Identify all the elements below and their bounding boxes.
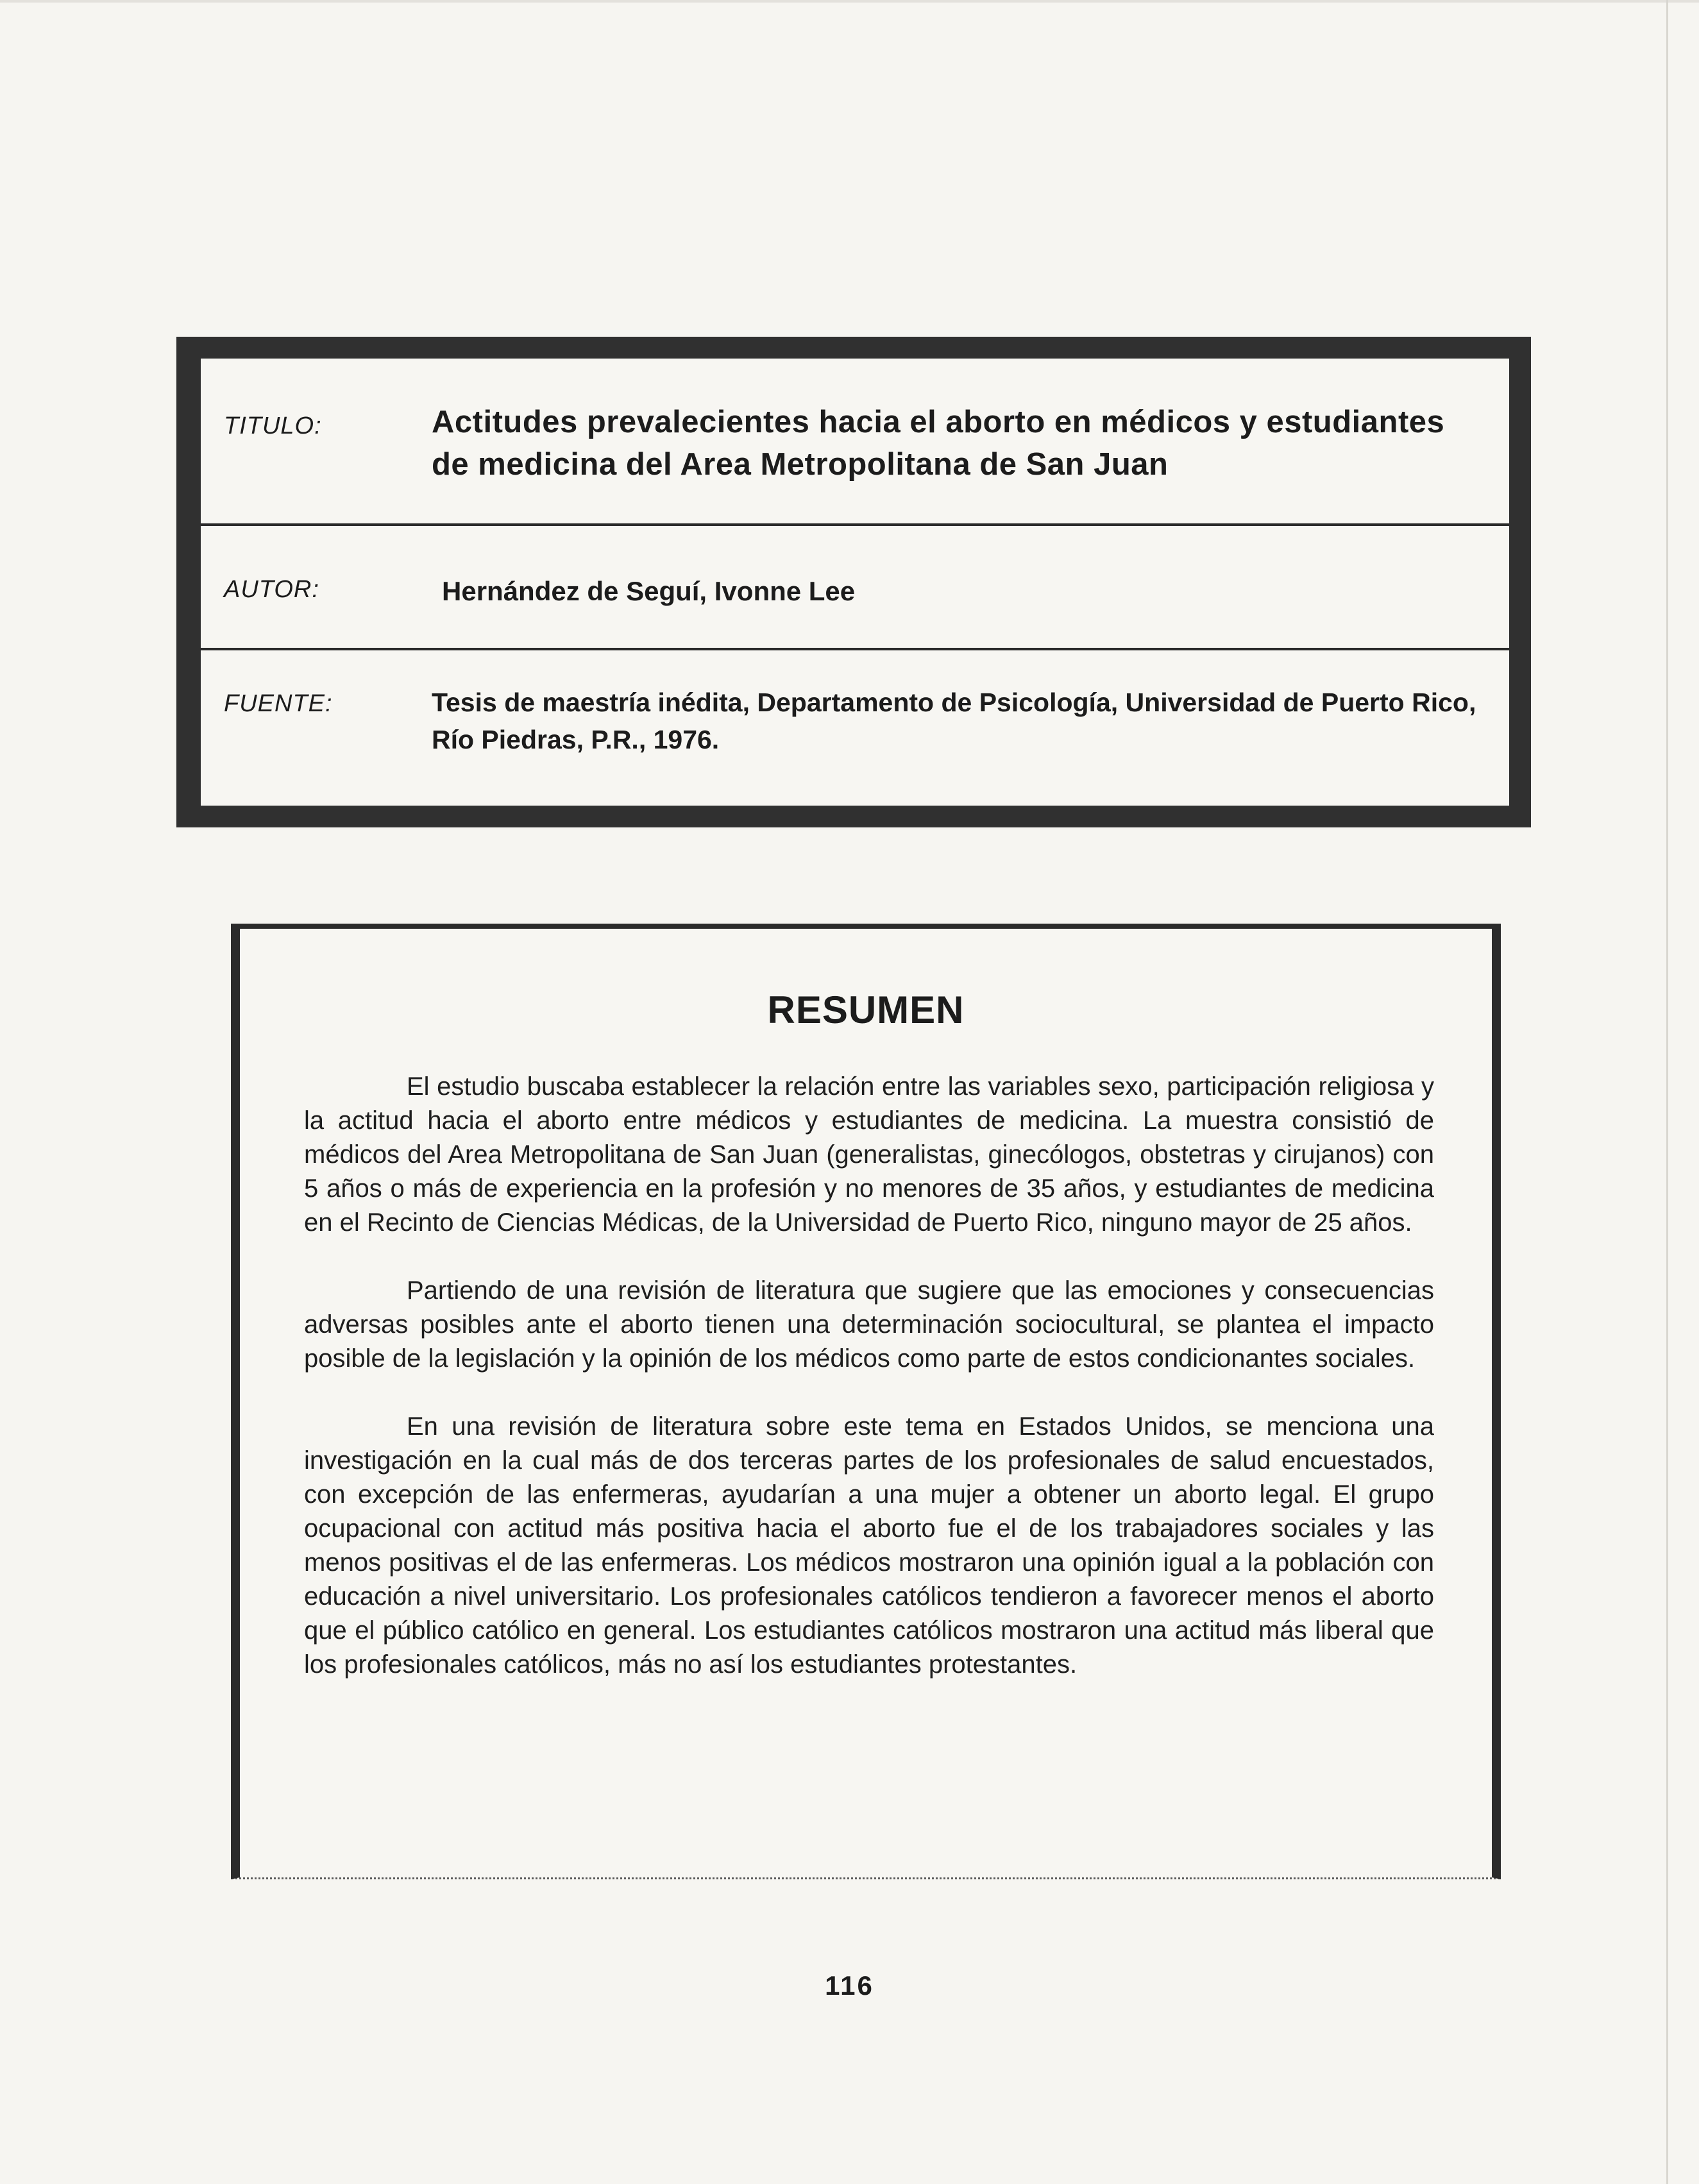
- author-value: Hernández de Seguí, Ivonne Lee: [442, 576, 856, 606]
- page-right-edge: [1666, 0, 1668, 2184]
- resumen-body: [304, 1070, 1434, 1716]
- title-value: Actitudes prevalecientes hacia el aborto en médicos y estudiantes de medicina del Area Metropolitana de San Juan: [432, 405, 1445, 482]
- page-number: 116: [825, 1970, 874, 2001]
- source-row: [201, 650, 1509, 806]
- resumen-paragraph-2: Partiendo de una revisión de literatura que sugiere que las emociones y consecuencias adversas posibles ante el aborto tienen una determinación sociocultural, se plantea el impacto posible de la legislación y la opinión de los médicos como parte de estos condicionantes sociales.: [304, 1276, 1434, 1373]
- author-row: [201, 526, 1509, 648]
- bibliographic-record-box: [176, 337, 1531, 827]
- resumen-heading: RESUMEN: [767, 988, 965, 1031]
- resumen-paragraph-3: En una revisión de literatura sobre este tema en Estados Unidos, se menciona una investigación en la cual más de dos terceras partes de los profesionales de salud encuestados, con excepción de las enfermeras, ayudarían a una mujer a obtener un aborto legal. El grupo ocupacional con actitud más positiva hacia el aborto fue el de los trabajadores sociales y las menos positivas el de las enfermeras. Los médicos mostraron una opinión igual a la población con educación a nivel universitario. Los profesionales católicos tendieron a favorecer menos el aborto que el público católico en general. Los estudiantes católicos mostraron una actitud más liberal que los profesionales católicos, más no así los estudiantes protestantes.: [304, 1412, 1434, 1679]
- resumen-box: [231, 924, 1501, 1879]
- source-label: FUENTE:: [224, 690, 333, 717]
- page-top-edge: [0, 0, 1699, 3]
- source-value: Tesis de maestría inédita, Departamento de Psicología, Universidad de Puerto Rico, Río Piedras, P.R., 1976.: [432, 688, 1476, 754]
- resumen-paragraph-1: El estudio buscaba establecer la relación entre las variables sexo, participación religiosa y la actitud hacia el aborto entre médicos y estudiantes de medicina. La muestra consistió de médicos del Area Metropolitana de San Juan (generalistas, ginecólogos, obstetras y cirujanos) con 5 años o más de experiencia en la profesión y no menores de 35 años, y estudiantes de medicina en el Recinto de Ciencias Médicas, de la Universidad de Puerto Rico, ninguno mayor de 25 años.: [304, 1072, 1434, 1237]
- author-label: AUTOR:: [224, 576, 319, 603]
- title-label: TITULO:: [224, 412, 322, 439]
- bibliographic-record-panel: [201, 359, 1509, 806]
- title-row: [201, 359, 1509, 523]
